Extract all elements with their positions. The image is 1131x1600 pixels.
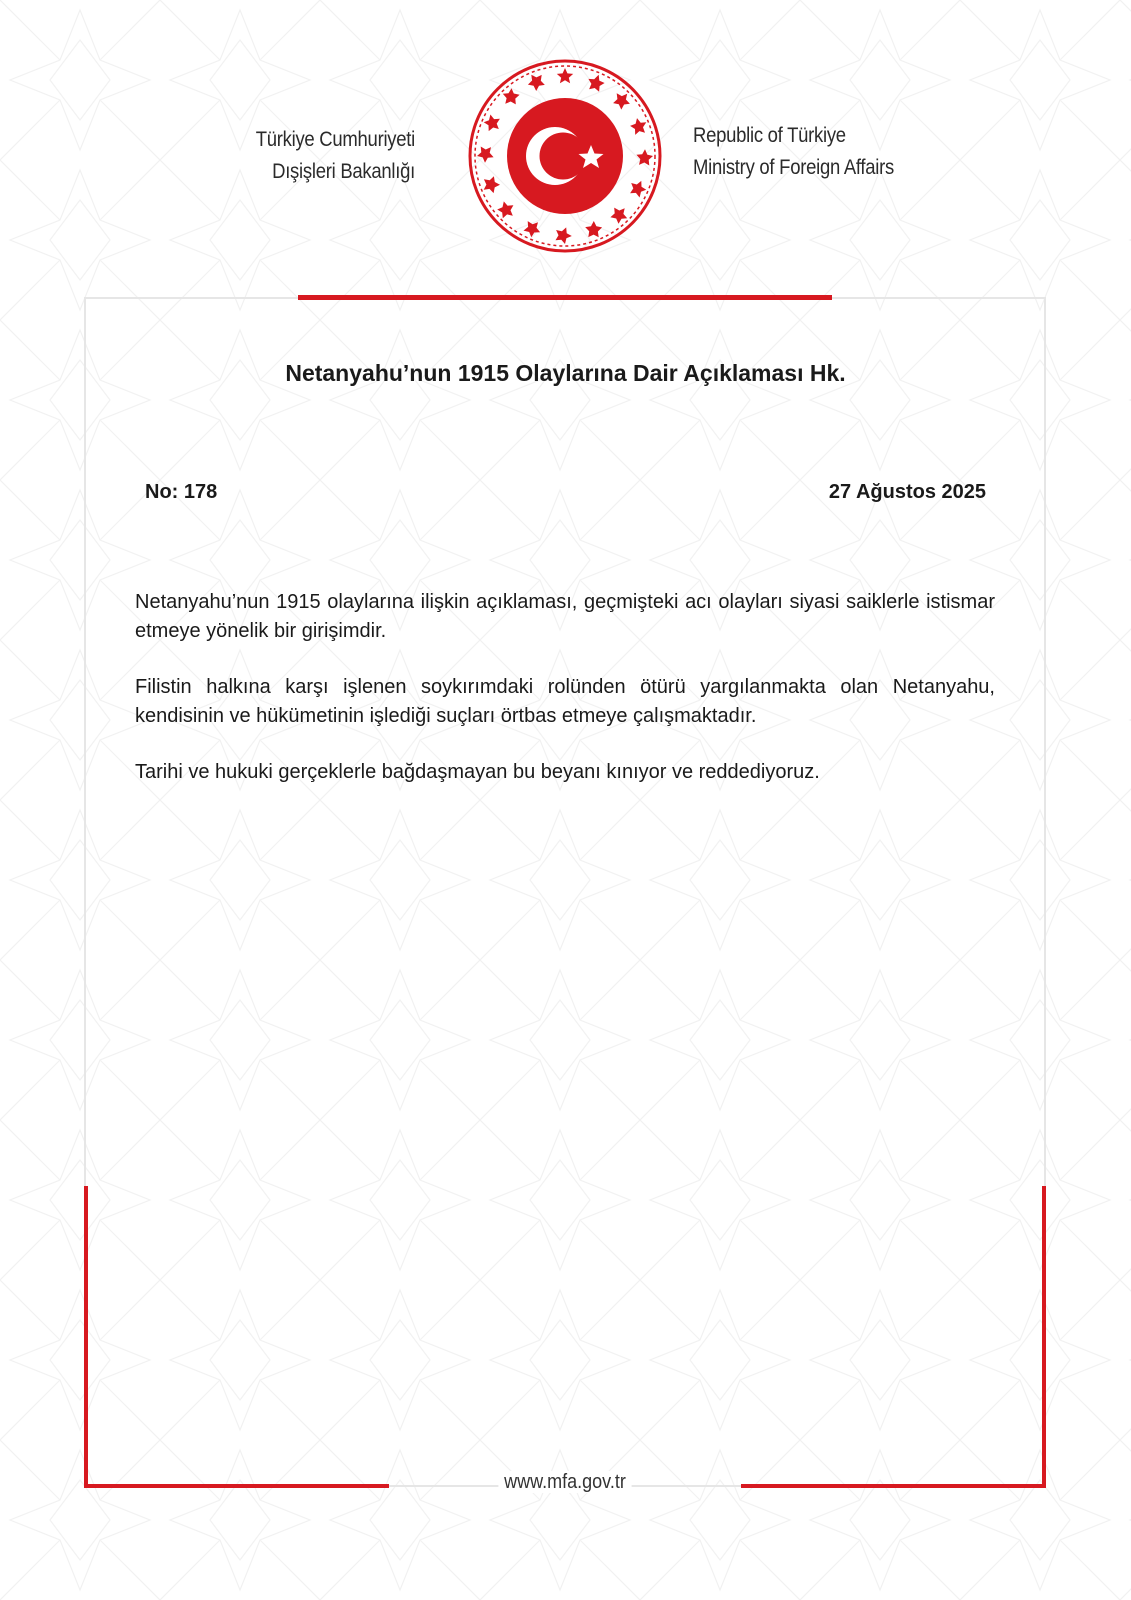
letterhead-en-line2: Ministry of Foreign Affairs xyxy=(693,156,895,179)
letterhead-english xyxy=(693,120,922,184)
frame-right-gray-line xyxy=(1044,297,1046,1187)
letterhead-tr-line2: Dışişleri Bakanlığı xyxy=(272,160,415,183)
statement-body xyxy=(135,588,995,815)
frame-right-red-line xyxy=(1042,1186,1046,1488)
document-title: Netanyahu’nun 1915 Olaylarına Dair Açıklaması Hk. xyxy=(285,360,846,386)
frame-left-gray-line xyxy=(84,297,86,1187)
frame-bottom-left-red-line xyxy=(84,1484,389,1488)
ministry-seal-icon xyxy=(467,58,663,254)
statement-number: No: 178 xyxy=(145,481,218,503)
frame-bottom-right-red-line xyxy=(741,1484,1046,1488)
paragraph: Filistin halkına karşı işlenen soykırımdaki rolünden ötürü yargılanmakta olan Netanyahu, kendisinin ve hükümetinin işlediği suçları örtbas etmeye çalışmaktadır. xyxy=(135,676,995,727)
letterhead-turkish xyxy=(221,124,415,188)
letterhead-en-line1: Republic of Türkiye xyxy=(693,124,846,147)
frame-left-red-line xyxy=(84,1186,88,1488)
statement-date: 27 Ağustos 2025 xyxy=(828,481,986,503)
footer-website xyxy=(407,1471,724,1494)
paragraph: Netanyahu’nun 1915 olaylarına ilişkin açıklaması, geçmişteki acı olayları siyasi saiklerle istismar etmeye yönelik bir girişimdir. xyxy=(135,591,995,642)
footer-url-text: www.mfa.gov.tr xyxy=(499,1471,631,1493)
paragraph: Tarihi ve hukuki gerçeklerle bağdaşmayan bu beyanı kınıyor ve reddediyoruz. xyxy=(135,761,820,783)
frame-top-red-line xyxy=(298,295,832,300)
letterhead-tr-line1: Türkiye Cumhuriyeti xyxy=(255,128,415,151)
